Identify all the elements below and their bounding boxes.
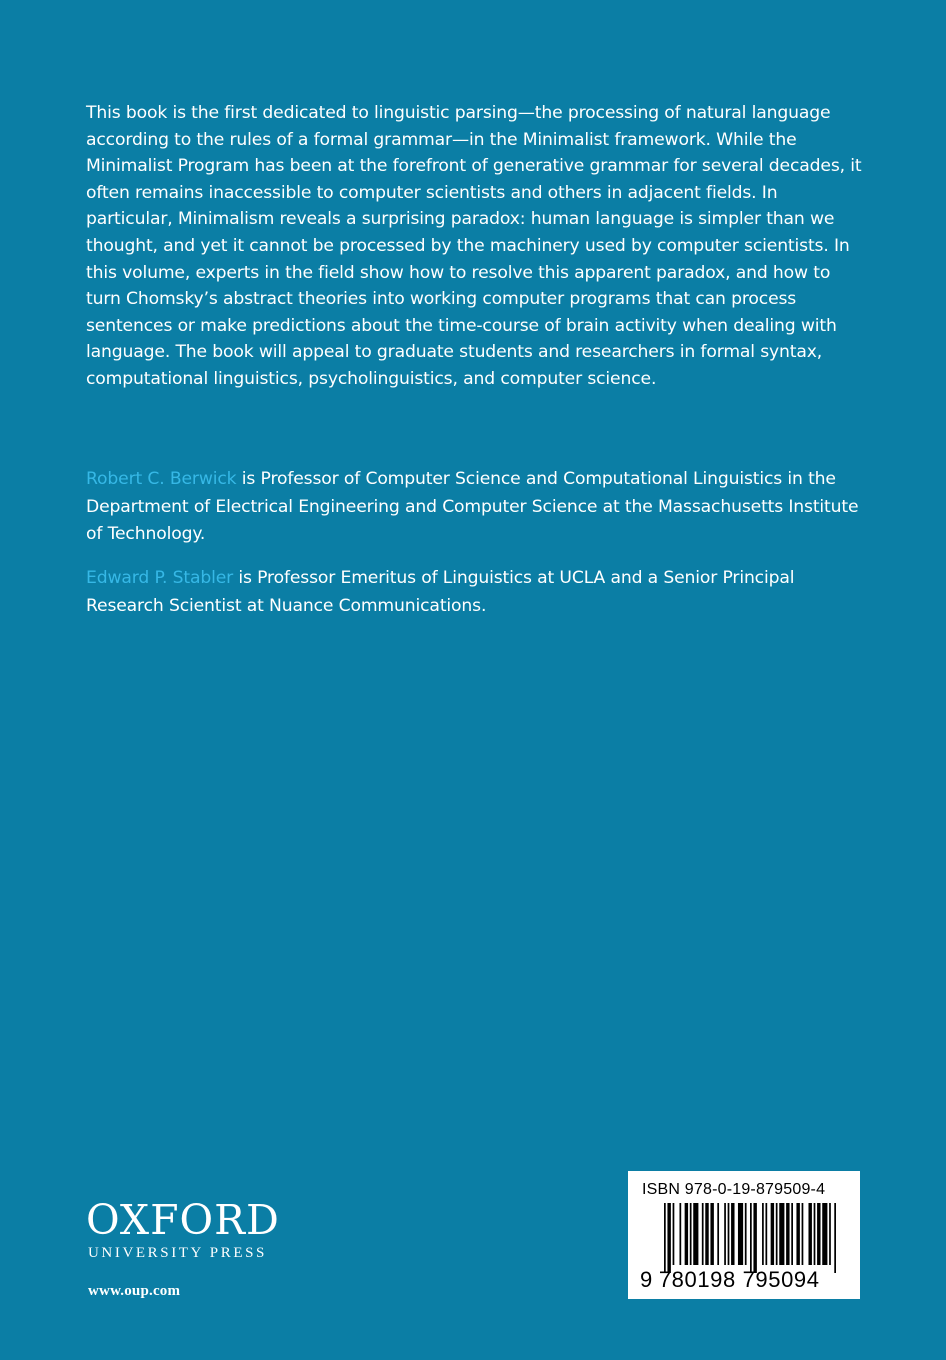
barcode-bar	[705, 1203, 708, 1265]
barcode-bar	[685, 1203, 688, 1265]
barcode-bar	[786, 1203, 789, 1265]
barcode-bar	[765, 1203, 767, 1265]
publisher-name: OXFORD	[86, 1196, 280, 1244]
book-description: This book is the first dedicated to linguistic parsing—the processing of natural language according to the rules of a formal grammar—in the Minimalist framework. While the Minimalist Program has been at the forefront of generative grammar for several decades, it often remains inaccessible to computer scientists and others in adjacent fields. In particular, Minimalism reveals a surprising paradox: human language is simpler than we thought, and yet it cannot be processed by the machinery used by computer scientists. In this volume, experts in the field show how to resolve this apparent paradox, and how to turn Chomsky’s abstract theories into working computer programs that can process sentences or make predictions about the time-course of brain activity when dealing with language. The book will appeal to graduate students and researchers in formal syntax, computational linguistics, psycholinguistics, and computer science.	[86, 103, 862, 389]
barcode-bar	[702, 1203, 704, 1265]
barcode-bar	[779, 1203, 784, 1265]
barcode-bar	[834, 1203, 836, 1273]
author-bio-text: is Professor of Computer Science and Computational Linguistics in the Department of Electrical Engineering and Computer Science at the Massachusetts Institute of Technology.	[86, 469, 859, 544]
barcode-number: 780198 795094	[658, 1267, 820, 1292]
author-bio-berwick	[86, 466, 876, 549]
barcode-bar	[822, 1203, 827, 1265]
barcode-digits	[640, 1267, 820, 1293]
barcode-bar	[745, 1203, 747, 1265]
barcode-bar	[817, 1203, 820, 1265]
publisher-subtitle: UNIVERSITY PRESS	[88, 1245, 267, 1261]
author-bio-text: is Professor Emeritus of Linguistics at UCLA and a Senior Principal Research Scientist at Nuance Communications.	[86, 568, 795, 616]
publisher-website: www.oup.com	[88, 1283, 181, 1299]
barcode-bar	[710, 1203, 713, 1265]
barcode-bar	[731, 1203, 734, 1265]
barcode-bar	[724, 1203, 726, 1265]
barcode-bar	[750, 1203, 752, 1273]
barcode-bar	[771, 1203, 774, 1265]
barcode-bar	[753, 1203, 756, 1273]
barcode-bar	[728, 1203, 730, 1265]
barcode-bar	[717, 1203, 719, 1265]
barcode-bar	[664, 1203, 666, 1273]
barcode-bar	[738, 1203, 743, 1265]
isbn-label: ISBN 978-0-19-879509-4	[642, 1181, 826, 1198]
barcode-bar	[796, 1203, 799, 1265]
barcode-bar	[693, 1203, 698, 1265]
barcode-bar	[808, 1203, 811, 1265]
barcode-bar	[791, 1203, 793, 1265]
barcode-bar	[829, 1203, 831, 1265]
barcode-bar	[802, 1203, 804, 1265]
author-name: Edward P. Stabler	[86, 568, 234, 588]
publisher-logo	[86, 1198, 286, 1262]
barcode-bar	[762, 1203, 764, 1265]
barcode-bar	[667, 1203, 670, 1273]
barcode-bar	[814, 1203, 816, 1265]
barcode-bar	[673, 1203, 675, 1265]
author-name: Robert C. Berwick	[86, 469, 237, 489]
barcode-bar	[679, 1203, 681, 1265]
barcode-bar	[690, 1203, 692, 1265]
barcode-lead-digit: 9	[640, 1267, 653, 1292]
author-bio-stabler	[86, 565, 876, 620]
barcode-bar	[776, 1203, 778, 1265]
isbn-barcode	[628, 1171, 860, 1299]
